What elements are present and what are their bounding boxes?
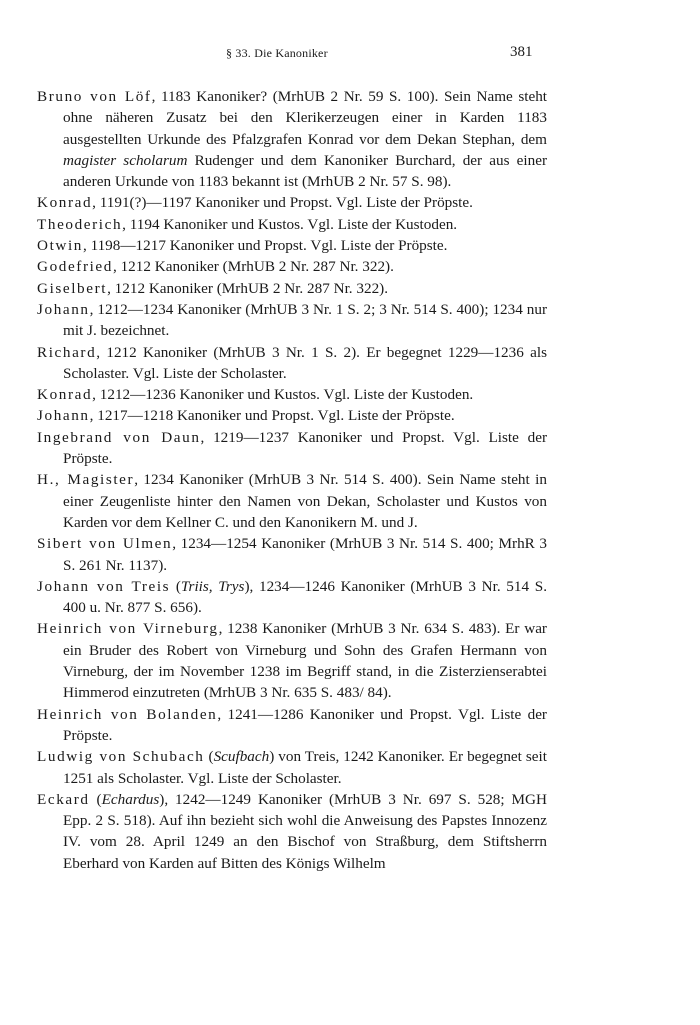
- entry-name: Sibert von Ulmen: [37, 535, 173, 553]
- entry-text: (: [170, 577, 181, 595]
- list-item: [37, 278, 547, 299]
- entry-text: , 1212 Kanoniker (MrhUB 3 Nr. 1 S. 2). Er begegnet 1229—1236 als Scholaster. Vgl. Liste der Scholaster.: [63, 343, 547, 382]
- entry-text: (: [204, 748, 214, 766]
- entry-text: , 1191(?)—1197 Kanoniker und Propst. Vgl. Liste der Pröpste.: [92, 194, 473, 212]
- entry-name: Giselbert: [37, 279, 108, 297]
- entry-name: Otwin: [37, 237, 83, 255]
- entry-name: Richard: [37, 343, 97, 361]
- entry-name: Heinrich von Virneburg: [37, 620, 219, 638]
- entry-text: , 1219—1237 Kanoniker und Propst. Vgl. Liste der Pröpste.: [63, 428, 547, 468]
- list-item: [37, 214, 547, 235]
- list-item: [37, 405, 547, 426]
- entry-name: Johann: [37, 300, 90, 318]
- list-item: [37, 618, 547, 703]
- entry-text: , 1183 Kanoniker? (MrhUB 2 Nr. 59 S. 100). Sein Name steht ohne näheren Zusatz bei den Klerikerzeugen einer in Karden 1183 ausgestellten Urkunde des Pfalzgrafen Konrad vor dem Dekan Stephan, dem: [63, 88, 548, 148]
- list-item: [37, 704, 547, 747]
- list-item: [37, 299, 547, 342]
- list-item: [37, 86, 547, 192]
- running-head: § 33. Die Kanoniker: [226, 46, 328, 60]
- page-number: 381: [510, 44, 533, 60]
- entry-name: Theoderich: [37, 215, 123, 233]
- entry-name: Eckard: [37, 790, 90, 808]
- entry-text: , 1217—1218 Kanoniker und Propst. Vgl. Liste der Pröpste.: [89, 407, 455, 425]
- entry-text: , 1241—1286 Kanoniker und Propst. Vgl. Liste der Pröpste.: [63, 705, 547, 744]
- entry-name: Konrad: [37, 194, 93, 212]
- list-item: [37, 384, 547, 405]
- entry-text: , 1212 Kanoniker (MrhUB 2 Nr. 287 Nr. 322).: [112, 258, 394, 276]
- entry-text: (: [89, 790, 102, 808]
- entry-italic: Echardus: [101, 790, 160, 808]
- entry-text: , 1194 Kanoniker und Kustos. Vgl. Liste der Kustoden.: [122, 215, 458, 233]
- entry-text: , 1212—1236 Kanoniker und Kustos. Vgl. Liste der Kustoden.: [92, 386, 474, 404]
- list-item: [37, 427, 547, 470]
- canon-list: [37, 86, 547, 874]
- entry-name: Godefried: [37, 258, 113, 276]
- entry-text: , 1234—1254 Kanoniker (MrhUB 3 Nr. 514 S. 400; MrhR 3 S. 261 Nr. 1137).: [63, 535, 547, 574]
- entry-text-continued: ), 1242—1249 Kanoniker (MrhUB 3 Nr. 697 S. 528; MGH Epp. 2 S. 518). Auf ihn bezieht sich wohl die Anweisung des Papstes Innozenz IV. vom 28. April 1249 an den Bischof von Straßburg, dem Stiftsherrn Eberhard von Karden auf Bitten des Königs Wilhelm: [63, 790, 547, 872]
- list-item: [37, 235, 547, 256]
- page-header: [0, 46, 700, 66]
- list-item: [37, 192, 547, 213]
- entry-name: Heinrich von Bolanden: [37, 705, 218, 723]
- list-item: [37, 469, 547, 533]
- entry-text: , 1212—1234 Kanoniker (MrhUB 3 Nr. 1 S. 2; 3 Nr. 514 S. 400); 1234 nur mit J. bezeichnet.: [63, 300, 547, 340]
- entry-name: Konrad: [37, 386, 93, 404]
- entry-italic: magister scholarum: [63, 151, 188, 169]
- list-item: [37, 342, 547, 385]
- entry-name: Johann: [37, 407, 90, 425]
- entry-name: Ingebrand von Daun: [37, 428, 201, 446]
- list-item: [37, 789, 547, 874]
- entry-name: Bruno von Löf: [37, 88, 152, 105]
- list-item: [37, 576, 547, 619]
- entry-text-continued: Rudenger und dem Kanoniker Burchard, der aus einer anderen Urkunde von 1183 bekannt ist (MrhUB 2 Nr. 57 S. 98).: [63, 151, 548, 191]
- list-item: [37, 746, 547, 789]
- entry-italic: Scufbach: [213, 748, 270, 766]
- list-item: [37, 256, 547, 277]
- entry-name: Johann von Treis: [37, 577, 171, 595]
- entry-name: H., Magister: [37, 471, 135, 489]
- entry-name: Ludwig von Schubach: [37, 748, 205, 766]
- entry-text-continued: ), 1234—1246 Kanoniker (MrhUB 3 Nr. 514 S. 400 u. Nr. 877 S. 656).: [63, 577, 547, 617]
- entry-italic: Triis, Trys: [180, 577, 245, 595]
- entry-text: , 1212 Kanoniker (MrhUB 2 Nr. 287 Nr. 322).: [107, 279, 389, 297]
- entry-text-continued: ) von Treis, 1242 Kanoniker. Er begegnet seit 1251 als Scholaster. Vgl. Liste der Scholaster.: [63, 748, 547, 787]
- entry-text: , 1198—1217 Kanoniker und Propst. Vgl. Liste der Pröpste.: [82, 237, 448, 255]
- entry-text: , 1234 Kanoniker (MrhUB 3 Nr. 514 S. 400). Sein Name steht in einer Zeugenliste hinter den Namen von Dekan, Scholaster und Kustos von Karden vor dem Kellner C. und den Kanonikern M. und J.: [63, 471, 547, 531]
- list-item: [37, 533, 547, 576]
- entry-text: , 1238 Kanoniker (MrhUB 3 Nr. 634 S. 483). Er war ein Bruder des Robert von Virneburg und Sohn des Grafen Hermann von Virneburg, der im November 1238 im Begriff stand, in die Zisterzienserabtei Himmerod einzutreten (MrhUB 3 Nr. 635 S. 483/ 84).: [63, 620, 547, 702]
